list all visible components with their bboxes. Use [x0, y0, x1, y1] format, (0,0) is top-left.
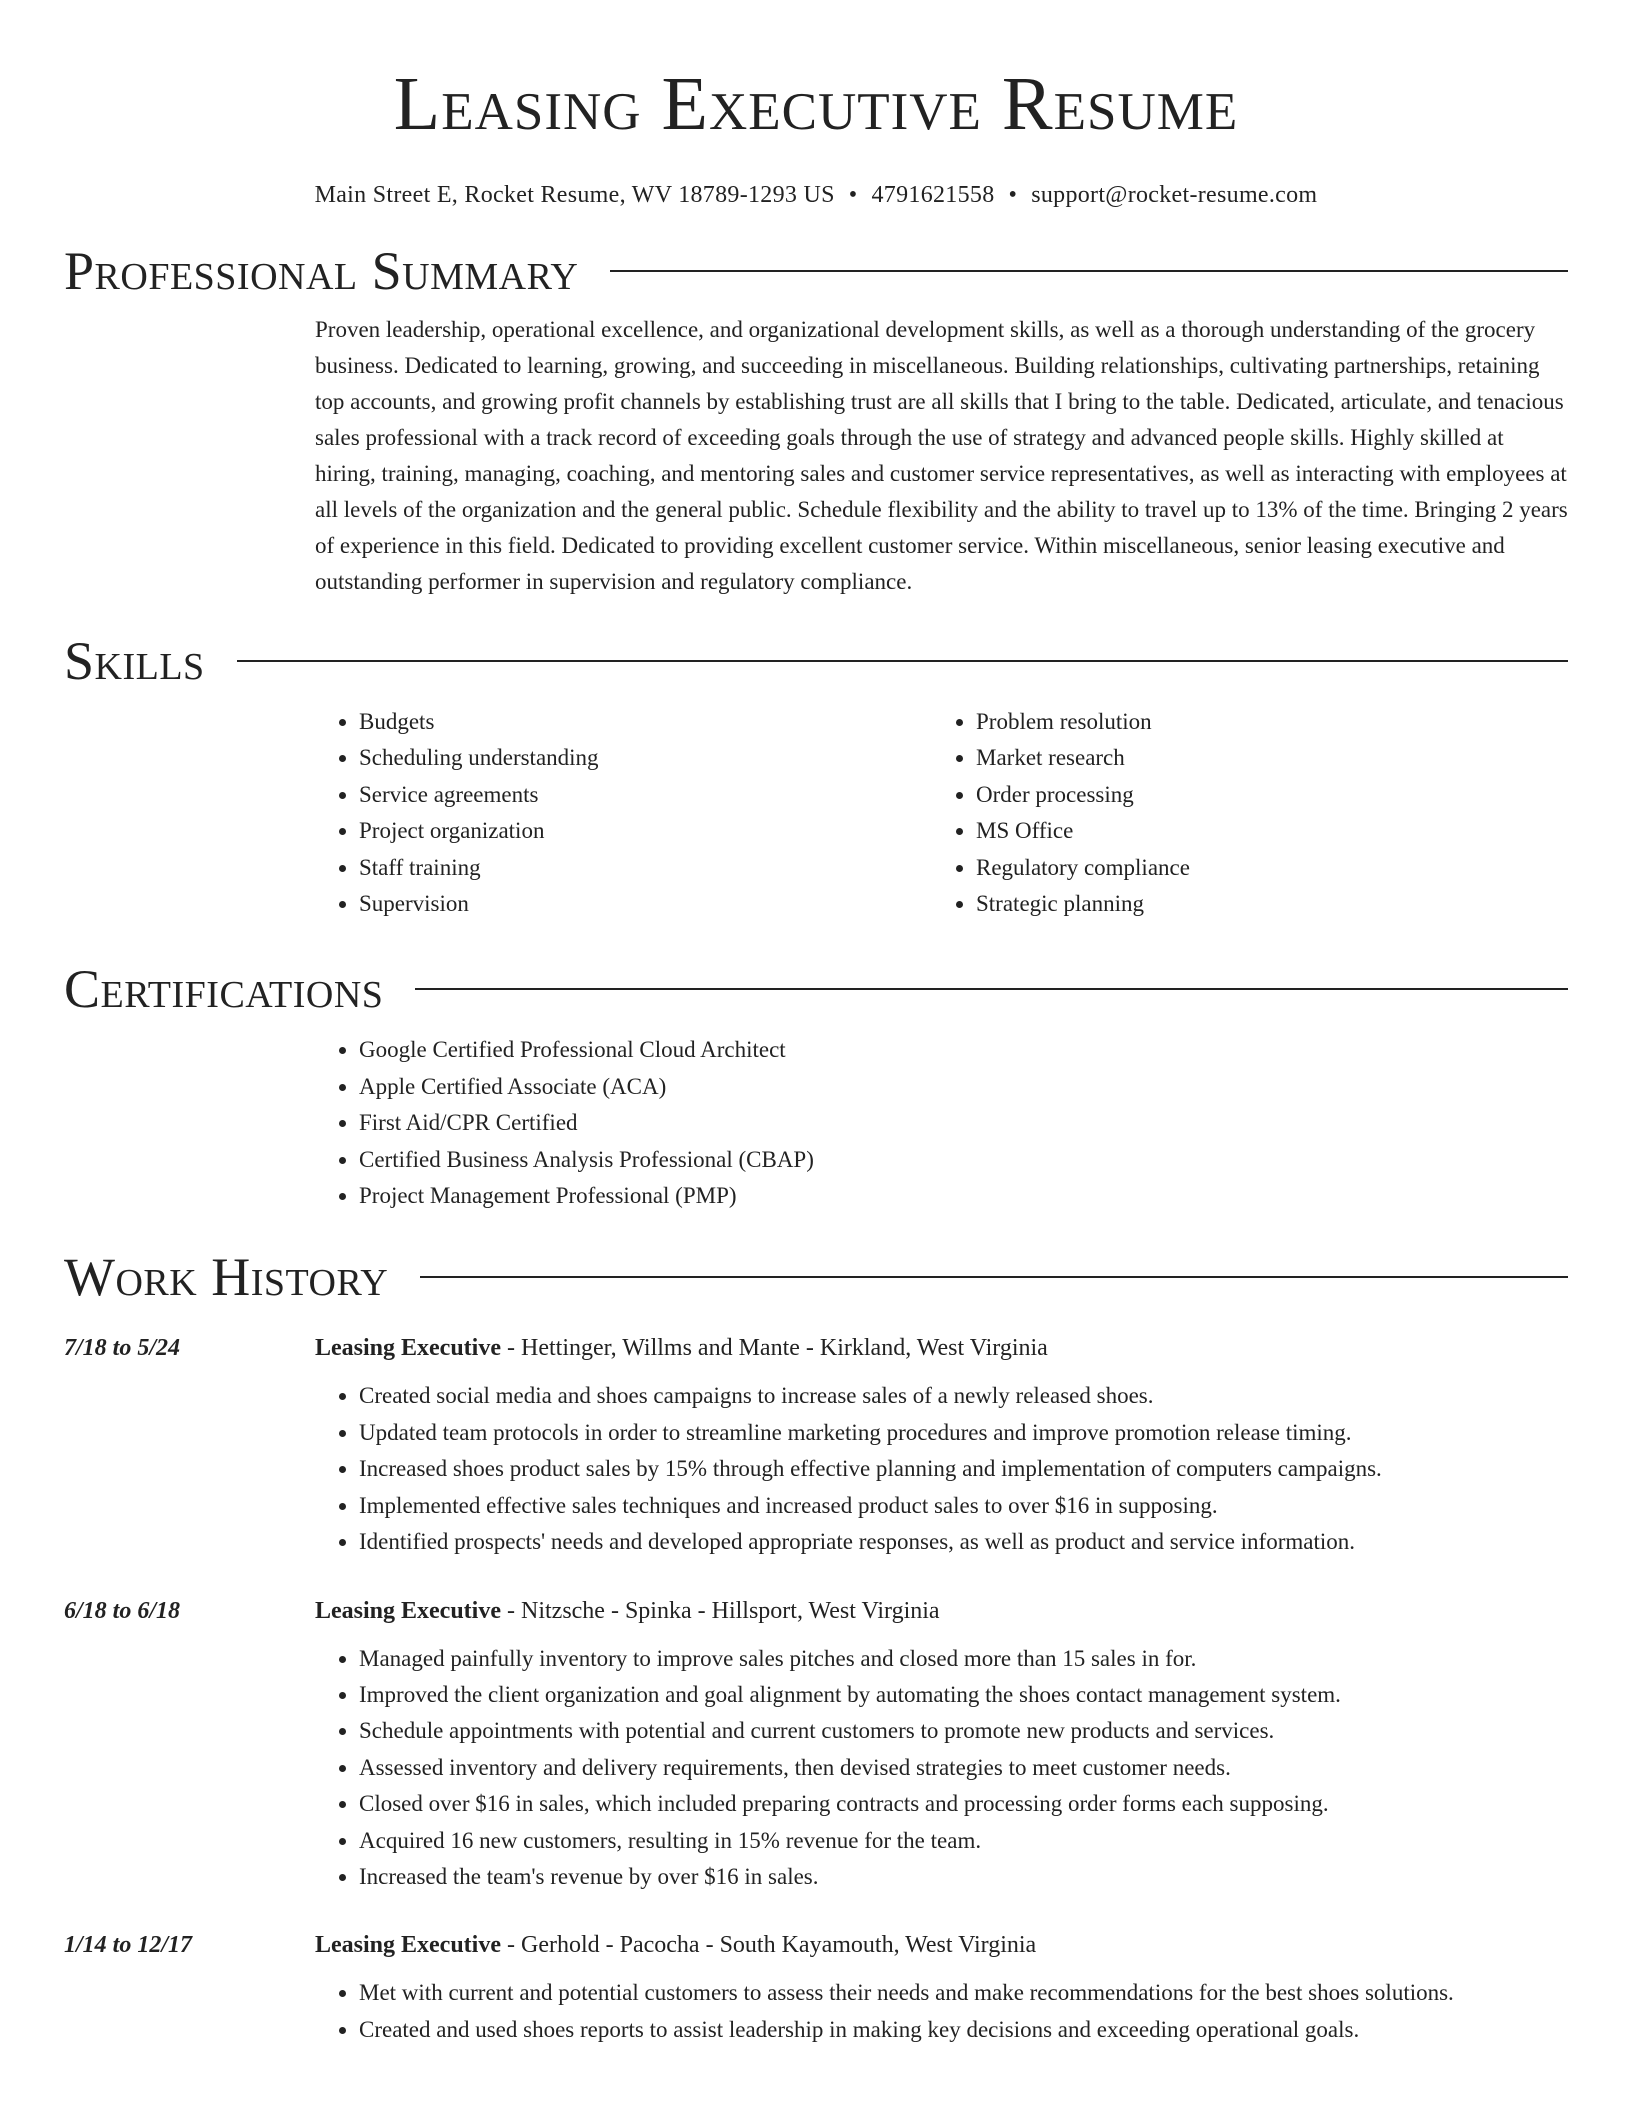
work-history-header: [64, 1242, 1568, 1312]
job-role: Leasing Executive: [315, 1335, 501, 1362]
skill-item: • Supervision: [359, 886, 932, 922]
job-bullet: • Created social media and shoes campaigns to increase sales of a newly released shoes.: [359, 1378, 1568, 1414]
section-divider: [610, 270, 1568, 272]
job-employer: - Hettinger, Willms and Mante - Kirkland, West Virginia: [501, 1335, 1048, 1362]
job-bullet: • Met with current and potential customers to assess their needs and make recommendations for the best shoes solutions.: [359, 1975, 1568, 2011]
summary-heading: Professional Summary: [64, 241, 579, 301]
certification-item: • First Aid/CPR Certified: [359, 1105, 1568, 1141]
job-bullet: • Acquired 16 new customers, resulting in 15% revenue for the team.: [359, 1823, 1568, 1859]
certifications-heading: Certifications: [64, 959, 384, 1020]
skills-column-left: [315, 704, 932, 922]
certification-item: • Google Certified Professional Cloud Architect: [359, 1032, 1568, 1068]
job-employer: - Nitzsche - Spinka - Hillsport, West Virginia: [501, 1597, 940, 1624]
contact-separator: •: [848, 182, 858, 208]
skill-item: • MS Office: [976, 813, 1549, 849]
skill-item: • Service agreements: [359, 777, 932, 813]
job-bullet: • Increased the team's revenue by over $16 in sales.: [359, 1859, 1568, 1895]
job-title-line: [315, 1925, 1568, 1965]
summary-header: [64, 236, 1568, 306]
certification-item: • Project Management Professional (PMP): [359, 1178, 1568, 1214]
skill-item: • Project organization: [359, 813, 932, 849]
summary-text: Proven leadership, operational excellence, and organizational development skills, as well as a thorough understanding of the grocery business. Dedicated to learning, growing, and succeeding in miscellaneous. Building relationships, cultivating partnerships, retaining top accounts, and growing profit channels by establishing trust are all skills that I bring to the table. Dedicated, articulate, and tenacious sales professional with a track record of exceeding goals through the use of strategy and advanced people skills. Highly skilled at hiring, training, managing, coaching, and mentoring sales and customer service representatives, as well as interacting with employees at all levels of the organization and the general public. Schedule flexibility and the ability to travel up to 13% of the time. Bringing 2 years of experience in this field. Dedicated to providing excellent customer service. Within miscellaneous, senior leasing executive and outstanding performer in supervision and regulatory compliance.: [315, 317, 1568, 594]
page-title: Leasing Executive Resume: [393, 62, 1239, 146]
job-body: [315, 1328, 1568, 1560]
work-history-section: [64, 1242, 1568, 2048]
certification-item: • Certified Business Analysis Professional (CBAP): [359, 1142, 1568, 1178]
work-history-heading: Work History: [64, 1247, 389, 1308]
contact-phone: 4791621558: [871, 182, 995, 208]
certifications-section: [64, 954, 1568, 1214]
skill-item: • Budgets: [359, 704, 932, 740]
contact-address: Main Street E, Rocket Resume, WV 18789-1293 US: [314, 182, 835, 208]
skill-item: • Regulatory compliance: [976, 850, 1549, 886]
resume-page: [64, 0, 1568, 2048]
job-bullet: • Implemented effective sales techniques and increased product sales to over $16 in supposing.: [359, 1488, 1568, 1524]
certifications-content: [315, 1032, 1568, 1214]
job-bullet: • Managed painfully inventory to improve sales pitches and closed more than 15 sales in for.: [359, 1641, 1568, 1677]
skill-item: • Staff training: [359, 850, 932, 886]
skills-section: [64, 626, 1568, 922]
section-divider: [420, 1276, 1568, 1278]
skills-heading: Skills: [64, 631, 205, 691]
skills-list-right: [932, 704, 1549, 922]
job-body: [315, 1591, 1568, 1896]
job-dates: 1/14 to 12/17: [64, 1932, 193, 1959]
job-bullet: • Improved the client organization and goal alignment by automating the shoes contact management system.: [359, 1677, 1568, 1713]
skills-header: [64, 626, 1568, 696]
job-bullets: [315, 1975, 1568, 2048]
section-divider: [415, 988, 1568, 990]
job-bullets: [315, 1641, 1568, 1896]
job-bullets: [315, 1378, 1568, 1560]
skill-item: • Problem resolution: [976, 704, 1549, 740]
skills-list-left: [315, 704, 932, 922]
job-body: [315, 1925, 1568, 2048]
job-entry: [64, 1328, 1568, 1560]
skill-item: • Market research: [976, 740, 1549, 776]
certifications-header: [64, 954, 1568, 1024]
section-divider: [237, 660, 1568, 662]
job-role: Leasing Executive: [315, 1932, 501, 1959]
job-dates: 6/18 to 6/18: [64, 1597, 181, 1624]
job-entry: [64, 1925, 1568, 2048]
job-title-line: [315, 1591, 1568, 1631]
summary-section: [64, 236, 1568, 600]
job-bullet: • Schedule appointments with potential and current customers to promote new products and services.: [359, 1713, 1568, 1749]
job-bullet: • Identified prospects' needs and developed appropriate responses, as well as product and service information.: [359, 1524, 1568, 1560]
contact-email[interactable]: support@rocket-resume.com: [1031, 182, 1318, 208]
skill-item: • Order processing: [976, 777, 1549, 813]
skill-item: • Scheduling understanding: [359, 740, 932, 776]
job-role: Leasing Executive: [315, 1597, 501, 1624]
job-bullet: • Created and used shoes reports to assist leadership in making key decisions and exceeding operational goals.: [359, 2012, 1568, 2048]
skill-item: • Strategic planning: [976, 886, 1549, 922]
job-employer: - Gerhold - Pacocha - South Kayamouth, West Virginia: [501, 1932, 1037, 1959]
job-title-line: [315, 1328, 1568, 1368]
job-bullet: • Increased shoes product sales by 15% through effective planning and implementation of computers campaigns.: [359, 1451, 1568, 1487]
job-bullet: • Closed over $16 in sales, which included preparing contracts and processing order forms each supposing.: [359, 1786, 1568, 1822]
certification-item: • Apple Certified Associate (ACA): [359, 1069, 1568, 1105]
skills-columns: [315, 704, 1568, 922]
job-bullet: • Assessed inventory and delivery requirements, then devised strategies to meet customer needs.: [359, 1750, 1568, 1786]
certifications-list: [315, 1032, 1568, 1214]
skills-column-right: [932, 704, 1549, 922]
job-bullet: • Updated team protocols in order to streamline marketing procedures and improve promotion release timing.: [359, 1415, 1568, 1451]
job-dates: 7/18 to 5/24: [64, 1335, 181, 1362]
contact-separator: •: [1008, 182, 1018, 208]
job-entry: [64, 1591, 1568, 1896]
contact-line: [64, 180, 1568, 210]
